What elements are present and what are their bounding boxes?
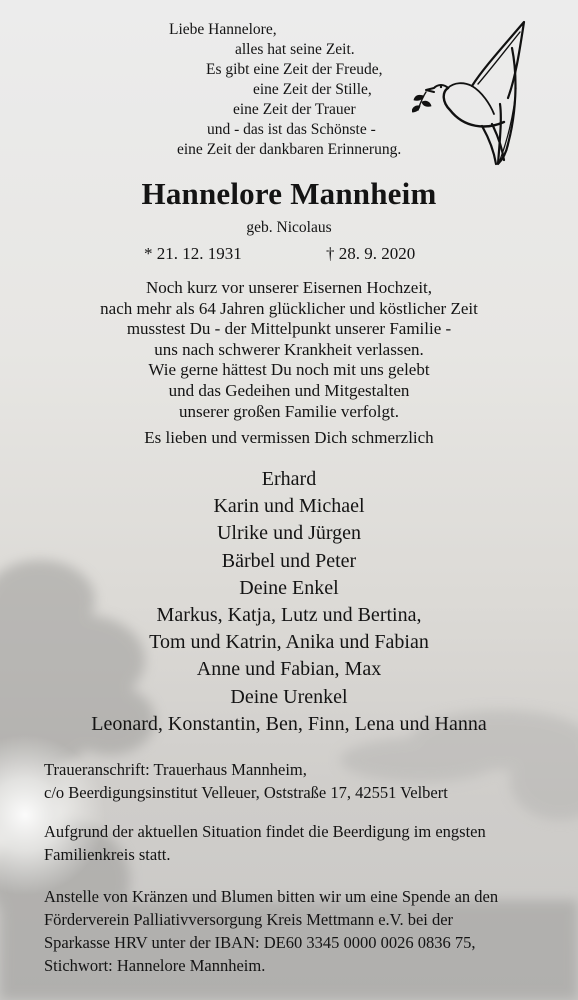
address-line: Traueranschrift: Trauerhaus Mannheim, — [44, 760, 307, 779]
poem-line: Liebe Hannelore, — [169, 21, 277, 38]
death-date: † 28. 9. 2020 — [326, 244, 416, 263]
poem-line: eine Zeit der dankbaren Erinnerung. — [177, 141, 402, 158]
message-line: nach mehr als 64 Jahren glücklicher und köstlicher Zeit — [100, 298, 478, 318]
message-line: Noch kurz vor unserer Eisernen Hochzeit, — [145, 278, 433, 297]
deceased-name: Hannelore Mannheim — [141, 176, 437, 211]
poem-line: eine Zeit der Stille, — [253, 81, 372, 98]
birth-date: * 21. 12. 1931 — [144, 244, 242, 263]
mourner-line: Ulrike und Jürgen — [216, 522, 362, 545]
poem-line: und - das ist das Schönste - — [207, 121, 376, 138]
donation-line: Förderverein Palliativversorgung Kreis Mettmann e.V. bei der — [44, 910, 454, 929]
maiden-name: geb. Nicolaus — [246, 219, 332, 236]
poem-line: Es gibt eine Zeit der Freude, — [206, 61, 383, 78]
mourner-line: Markus, Katja, Lutz und Bertina, — [156, 604, 422, 627]
message-line: musstest Du - der Mittelpunkt unserer Familie - — [126, 319, 452, 339]
mourner-line: Deine Urenkel — [230, 685, 348, 708]
mourner-line: Deine Enkel — [239, 576, 339, 599]
donation-line: Anstelle von Kränzen und Blumen bitten wir um eine Spende an den — [44, 887, 499, 906]
message-line: Wie gerne hättest Du noch mit uns gelebt — [148, 360, 430, 380]
mourner-line: Anne und Fabian, Max — [196, 658, 382, 681]
address-line: c/o Beerdigungsinstitut Velleuer, Oststraße 17, 42551 Velbert — [44, 783, 448, 802]
mourners-intro: Es lieben und vermissen Dich schmerzlich — [144, 428, 434, 447]
mourner-line: Karin und Michael — [213, 495, 365, 518]
donation-note — [44, 885, 544, 977]
dove-icon — [412, 18, 530, 168]
message-line: und das Gedeihen und Mitgestalten — [168, 380, 410, 400]
mourners-list — [0, 466, 578, 738]
mourner-line: Bärbel und Peter — [221, 549, 357, 572]
mourning-address — [44, 758, 544, 804]
funeral-note-line: Familienkreis statt. — [44, 845, 171, 864]
message — [0, 278, 578, 422]
donation-line: Stichwort: Hannelore Mannheim. — [44, 956, 266, 975]
mourner-line: Leonard, Konstantin, Ben, Finn, Lena und Hanna — [91, 712, 487, 735]
donation-line: Sparkasse HRV unter der IBAN: DE60 3345 0000 0026 0836 75, — [44, 933, 476, 952]
poem-line: eine Zeit der Trauer — [233, 101, 356, 118]
funeral-note-line: Aufgrund der aktuellen Situation findet die Beerdigung im engsten — [44, 822, 486, 841]
poem — [155, 20, 455, 160]
poem-line: alles hat seine Zeit. — [235, 41, 355, 58]
mourner-line: Erhard — [261, 468, 317, 490]
funeral-note — [44, 820, 544, 866]
message-line: uns nach schwerer Krankheit verlassen. — [154, 339, 424, 359]
mourner-line: Tom und Katrin, Anika und Fabian — [149, 631, 429, 654]
message-line: unserer großen Familie verfolgt. — [179, 401, 399, 421]
